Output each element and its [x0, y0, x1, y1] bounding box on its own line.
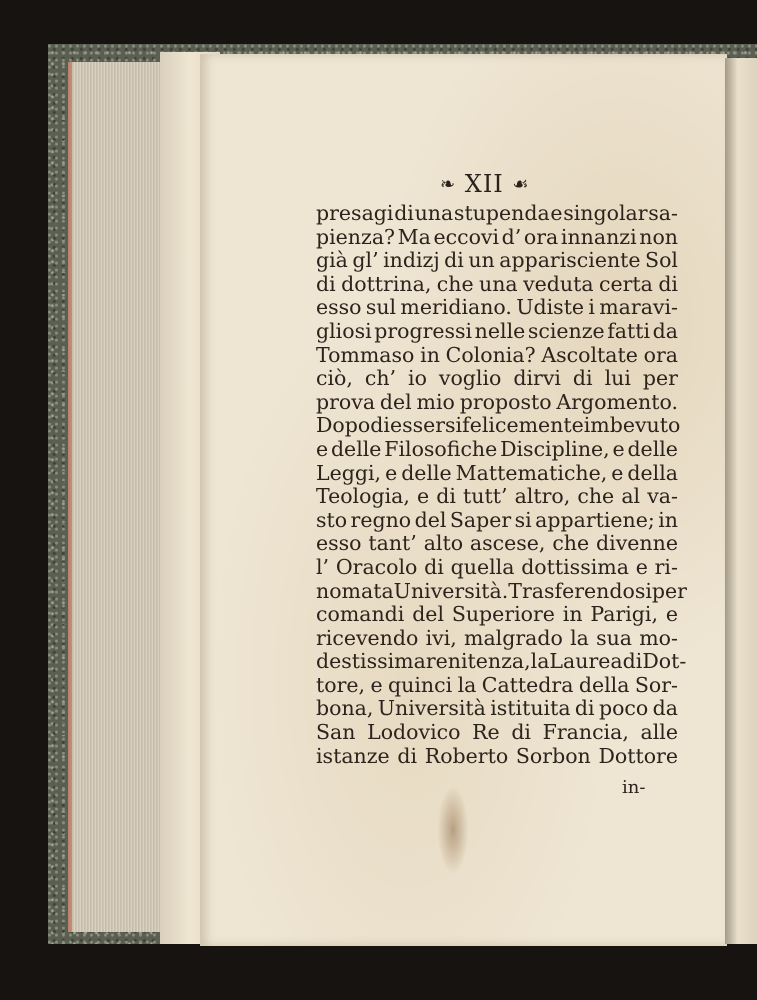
facing-page-edge	[725, 58, 757, 944]
text-line: nomata Università. Trasferendosi per	[316, 578, 687, 603]
text-line: l’ Oracolo di quella dottissima e ri-	[316, 554, 678, 579]
text-line: Dopo di essersi felicemente imbevuto	[316, 413, 681, 438]
catchword: in-	[622, 777, 646, 798]
text-line: tore, e quinci la Cattedra della Sor-	[316, 672, 678, 697]
text-line: esso sul meridiano. Udiste i maravi-	[316, 295, 678, 320]
text-line: Teologia, e di tutt’ altro, che al va-	[316, 484, 678, 509]
ornament-right-icon: ☙	[512, 174, 530, 195]
text-line: San Lodovico Re di Francia, alle	[316, 720, 678, 745]
text-line: presagi di una stupenda e singolar sa-	[316, 201, 678, 225]
text-line: di dottrina, che una veduta certa di	[316, 271, 678, 296]
text-line: gliosi progressi nelle scienze fatti da	[316, 318, 678, 343]
text-line: Tommaso in Colonia? Ascoltate ora	[316, 342, 678, 367]
text-line: e delle Filosofiche Discipline, e delle	[316, 436, 678, 461]
text-line: sto regno del Saper si appartiene; in	[316, 507, 678, 532]
text-line: bona, Università istituita di poco da	[316, 696, 678, 721]
text-line: ricevendo ivi, malgrado la sua mo-	[316, 625, 678, 650]
ornament-left-icon: ❧	[440, 174, 457, 195]
text-line: pienza? Ma eccovi d’ ora innanzi non	[316, 224, 678, 249]
page-body-text	[316, 201, 687, 768]
text-line: già gl’ indizj di un apparisciente Sol	[316, 248, 678, 273]
text-line: Leggi, e delle Mattematiche, e della	[316, 460, 678, 485]
page-number: XII	[464, 170, 504, 198]
page-block-edges	[72, 62, 172, 932]
text-line: istanze di Roberto Sorbon Dottore	[316, 743, 678, 768]
text-line: prova del mio proposto Argomento.	[316, 389, 678, 414]
text-line: comandi del Superiore in Parigi, e	[316, 602, 678, 627]
page-header	[440, 170, 530, 198]
text-line: esso tant’ alto ascese, che divenne	[316, 531, 678, 556]
text-line: ciò, ch’ io voglio dirvi di lui per	[316, 366, 678, 391]
text-line: destissima renitenza, la Laurea di Dot-	[316, 649, 687, 674]
